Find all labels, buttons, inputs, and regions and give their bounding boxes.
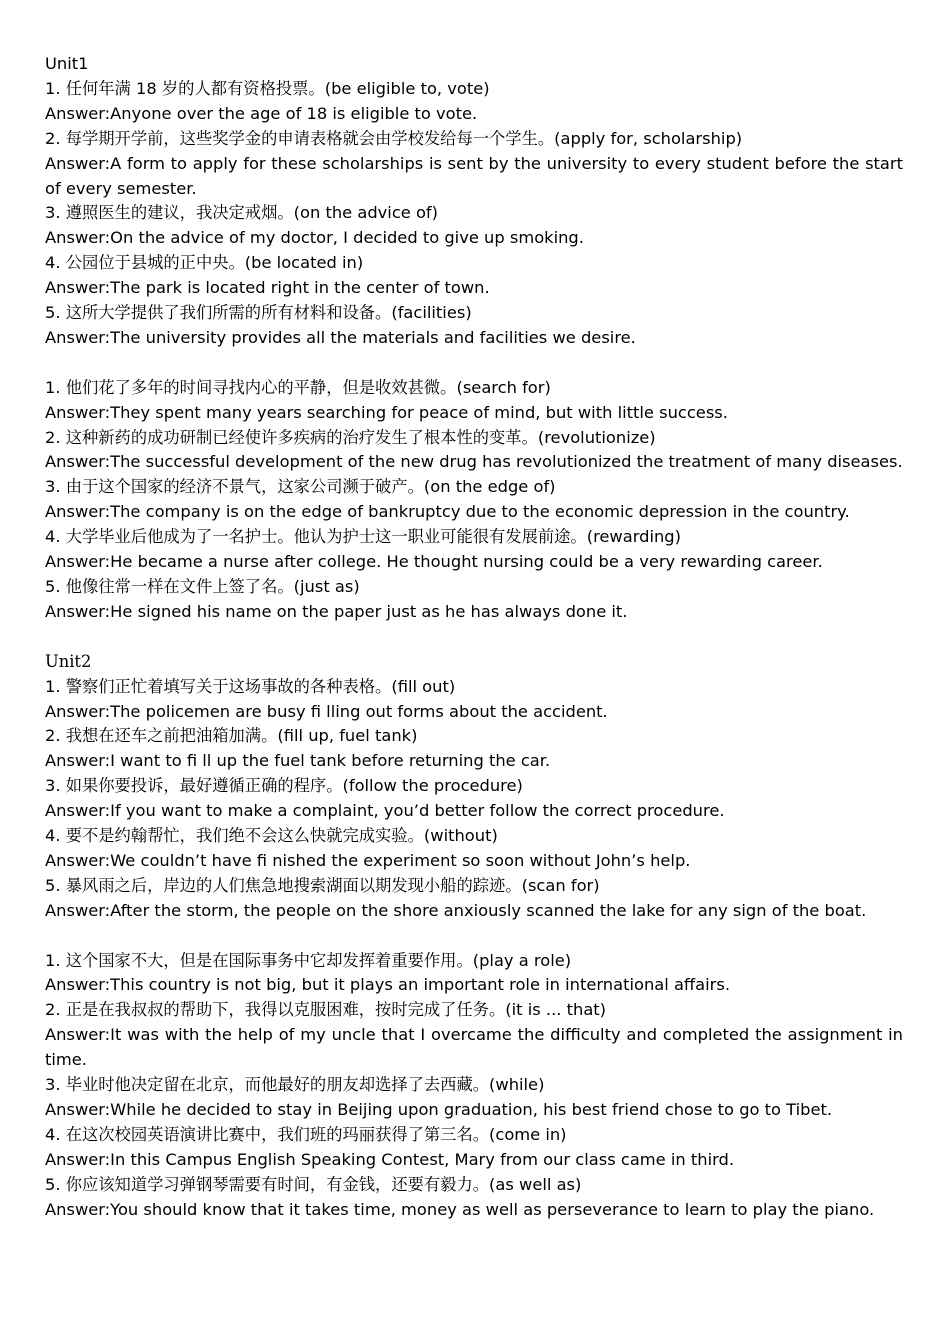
question: 2. 我想在还车之前把油箱加满。(fill up, fuel tank) [45,726,418,746]
unit-title: Unit2 [45,651,92,671]
question: 1. 这个国家不大，但是在国际事务中它却发挥着重要作用。(play a role) [45,950,572,970]
document-page [45,52,903,1223]
answer: Answer:In this Campus English Speaking Contest, Mary from our class came in third. [45,1149,735,1169]
answer: Answer:After the storm, the people on the shore anxiously scanned the lake for any sign of the boat. [45,900,867,920]
question: 5. 这所大学提供了我们所需的所有材料和设备。(facilities) [45,303,472,323]
unit-title: Unit1 [45,54,89,73]
question-group [45,949,903,1223]
question: 5. 你应该知道学习弹钢琴需要有时间，有金钱，还要有毅力。(as well as) [45,1174,582,1194]
question-group [45,675,903,924]
answer: Answer:The university provides all the materials and facilities we desire. [45,327,636,347]
question: 3. 如果你要投诉，最好遵循正确的程序。(follow the procedure) [45,776,523,796]
answer: Answer:The company is on the edge of bankruptcy due to the economic depression in the country. [45,502,850,522]
question: 5. 暴风雨之后，岸边的人们焦急地搜索湖面以期发现小船的踪迹。(scan for) [45,875,600,895]
question: 4. 大学毕业后他成为了一名护士。他认为护士这一职业可能很有发展前途。(rewarding) [45,527,681,547]
answer: Answer:This country is not big, but it plays an important role in international affairs. [45,975,731,995]
question: 3. 毕业时他决定留在北京，而他最好的朋友却选择了去西藏。(while) [45,1075,545,1095]
answer: Answer:Anyone over the age of 18 is eligible to vote. [45,103,478,123]
answer: Answer:I want to fi ll up the fuel tank before returning the car. [45,751,551,771]
question-group [45,77,903,351]
answer: Answer:They spent many years searching for peace of mind, but with little success. [45,402,728,422]
answer: Answer:On the advice of my doctor, I decided to give up smoking. [45,228,584,248]
spacer [45,924,903,949]
answer: Answer:A form to apply for these scholarships is sent by the university to every student before the start of every semester. [45,153,903,198]
answer: Answer:He signed his name on the paper just as he has always done it. [45,601,628,621]
answer: Answer:While he decided to stay in Beijing upon graduation, his best friend chose to go to Tibet. [45,1100,833,1120]
answer: Answer:He became a nurse after college. He thought nursing could be a very rewarding career. [45,552,823,572]
question: 1. 任何年满 18 岁的人都有资格投票。(be eligible to, vote) [45,78,490,98]
answer: Answer:We couldn’t have fi nished the experiment so soon without John’s help. [45,850,691,870]
question: 3. 由于这个国家的经济不景气，这家公司濒于破产。(on the edge of) [45,477,556,497]
answer: Answer:The policemen are busy fi lling out forms about the accident. [45,701,608,721]
spacer [45,351,903,376]
answer: Answer:If you want to make a complaint, you’d better follow the correct procedure. [45,801,725,821]
question: 2. 这种新药的成功研制已经使许多疾病的治疗发生了根本性的变革。(revolutionize) [45,427,656,447]
answer: Answer:The park is located right in the center of town. [45,278,490,298]
question: 2. 正是在我叔叔的帮助下，我得以克服困难，按时完成了任务。(it is ... that) [45,1000,607,1020]
question: 5. 他像往常一样在文件上签了名。(just as) [45,577,360,597]
question: 1. 他们花了多年的时间寻找内心的平静，但是收效甚微。(search for) [45,377,551,397]
question: 4. 要不是约翰帮忙，我们绝不会这么快就完成实验。(without) [45,826,498,846]
question: 4. 在这次校园英语演讲比赛中，我们班的玛丽获得了第三名。(come in) [45,1124,567,1144]
answer: Answer:The successful development of the new drug has revolutionized the treatment of many diseases. [45,452,903,472]
spacer [45,625,903,650]
question: 1. 警察们正忙着填写关于这场事故的各种表格。(fill out) [45,676,456,696]
question: 2. 每学期开学前，这些奖学金的申请表格就会由学校发给每一个学生。(apply for, scholarship) [45,128,743,148]
question: 4. 公园位于县城的正中央。(be located in) [45,253,364,273]
question: 3. 遵照医生的建议，我决定戒烟。(on the advice of) [45,203,439,223]
answer: Answer:It was with the help of my uncle that I overcame the difficulty and completed the assignment in time. [45,1025,903,1070]
question-group [45,376,903,625]
answer: Answer:You should know that it takes time, money as well as perseverance to learn to play the piano. [45,1199,875,1219]
